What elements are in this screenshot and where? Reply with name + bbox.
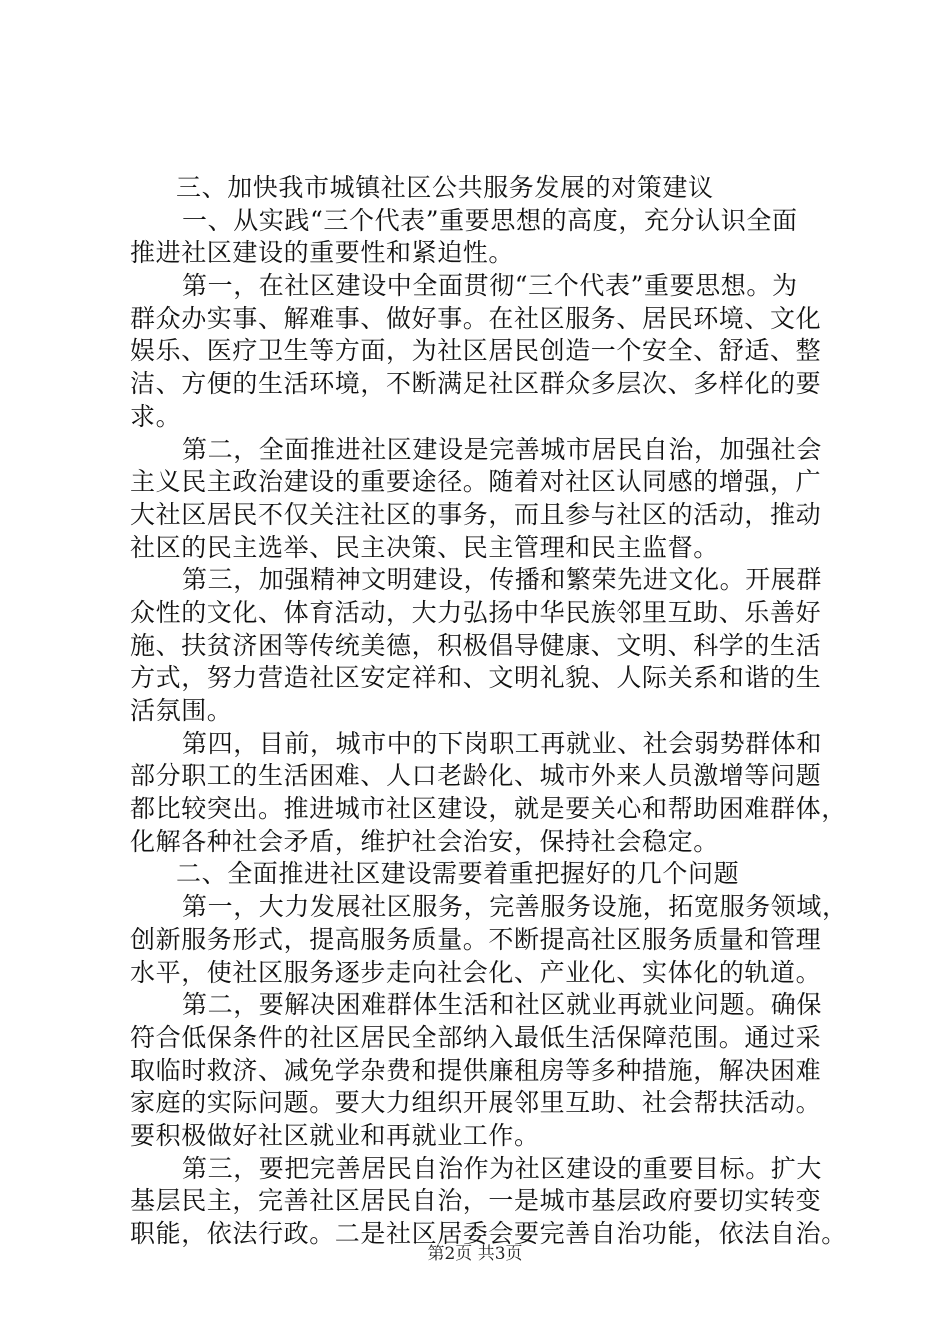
text-line: 第一，在社区建设中全面贯彻“三个代表”重要思想。为	[182, 271, 798, 301]
text-line: 群众办实事、解难事、做好事。在社区服务、居民环境、文化	[130, 303, 822, 333]
text-line: 基层民主，完善社区居民自治，一是城市基层政府要切实转变	[130, 1186, 822, 1216]
text-line: 要积极做好社区就业和再就业工作。	[130, 1120, 540, 1150]
text-line: 水平，使社区服务逐步走向社会化、产业化、实体化的轨道。	[130, 957, 822, 987]
text-line: 第一，大力发展社区服务，完善服务设施，拓宽服务领域，	[182, 892, 848, 922]
text-line: 取临时救济、减免学杂费和提供廉租房等多种措施，解决困难	[130, 1055, 822, 1085]
text-line: 创新服务形式，提高服务质量。不断提高社区服务质量和管理	[130, 924, 822, 954]
text-line: 施、扶贫济困等传统美德，积极倡导健康、文明、科学的生活	[130, 630, 822, 660]
text-line: 求。	[130, 401, 182, 431]
text-line: 大社区居民不仅关注社区的事务，而且参与社区的活动，推动	[130, 499, 822, 529]
text-line: 推进社区建设的重要性和紧迫性。	[130, 238, 515, 268]
text-line: 社区的民主选举、民主决策、民主管理和民主监督。	[130, 532, 719, 562]
text-line: 化解各种社会矛盾，维护社会治安，保持社会稳定。	[130, 826, 719, 856]
text-line: 洁、方便的生活环境，不断满足社区群众多层次、多样化的要	[130, 369, 822, 399]
text-line: 三、加快我市城镇社区公共服务发展的对策建议	[176, 173, 714, 202]
text-line: 第三，要把完善居民自治作为社区建设的重要目标。扩大	[182, 1153, 823, 1183]
page-footer: 第2页 共3页	[427, 1244, 523, 1264]
text-line: 都比较突出。推进城市社区建设，就是要关心和帮助困难群体，	[130, 794, 847, 824]
text-line: 二、全面推进社区建设需要着重把握好的几个问题	[176, 859, 740, 889]
text-line: 第四，目前，城市中的下岗职工再就业、社会弱势群体和	[182, 728, 823, 758]
text-line: 活氛围。	[130, 696, 233, 725]
text-line: 众性的文化、体育活动，大力弘扬中华民族邻里互助、乐善好	[130, 597, 822, 627]
text-line: 符合低保条件的社区居民全部纳入最低生活保障范围。通过采	[130, 1022, 822, 1052]
text-line: 职能，依法行政。二是社区居委会要完善自治功能，依法自治。	[130, 1219, 847, 1248]
text-line: 家庭的实际问题。要大力组织开展邻里互助、社会帮扶活动。	[130, 1088, 822, 1118]
text-line: 部分职工的生活困难、人口老龄化、城市外来人员激增等问题	[130, 761, 822, 791]
text-line: 方式，努力营造社区安定祥和、文明礼貌、人际关系和谐的生	[130, 663, 822, 693]
text-line: 第二，要解决困难群体生活和社区就业再就业问题。确保	[182, 990, 823, 1020]
text-line: 娱乐、医疗卫生等方面，为社区居民创造一个安全、舒适、整	[130, 336, 822, 366]
text-line: 第三，加强精神文明建设，传播和繁荣先进文化。开展群	[182, 565, 823, 595]
text-line: 第二，全面推进社区建设是完善城市居民自治，加强社会	[182, 434, 823, 464]
document-body	[130, 172, 848, 1251]
text-line: 主义民主政治建设的重要途径。随着对社区认同感的增强，广	[130, 467, 822, 497]
text-line: 一、从实践“三个代表”重要思想的高度，充分认识全面	[182, 205, 798, 235]
